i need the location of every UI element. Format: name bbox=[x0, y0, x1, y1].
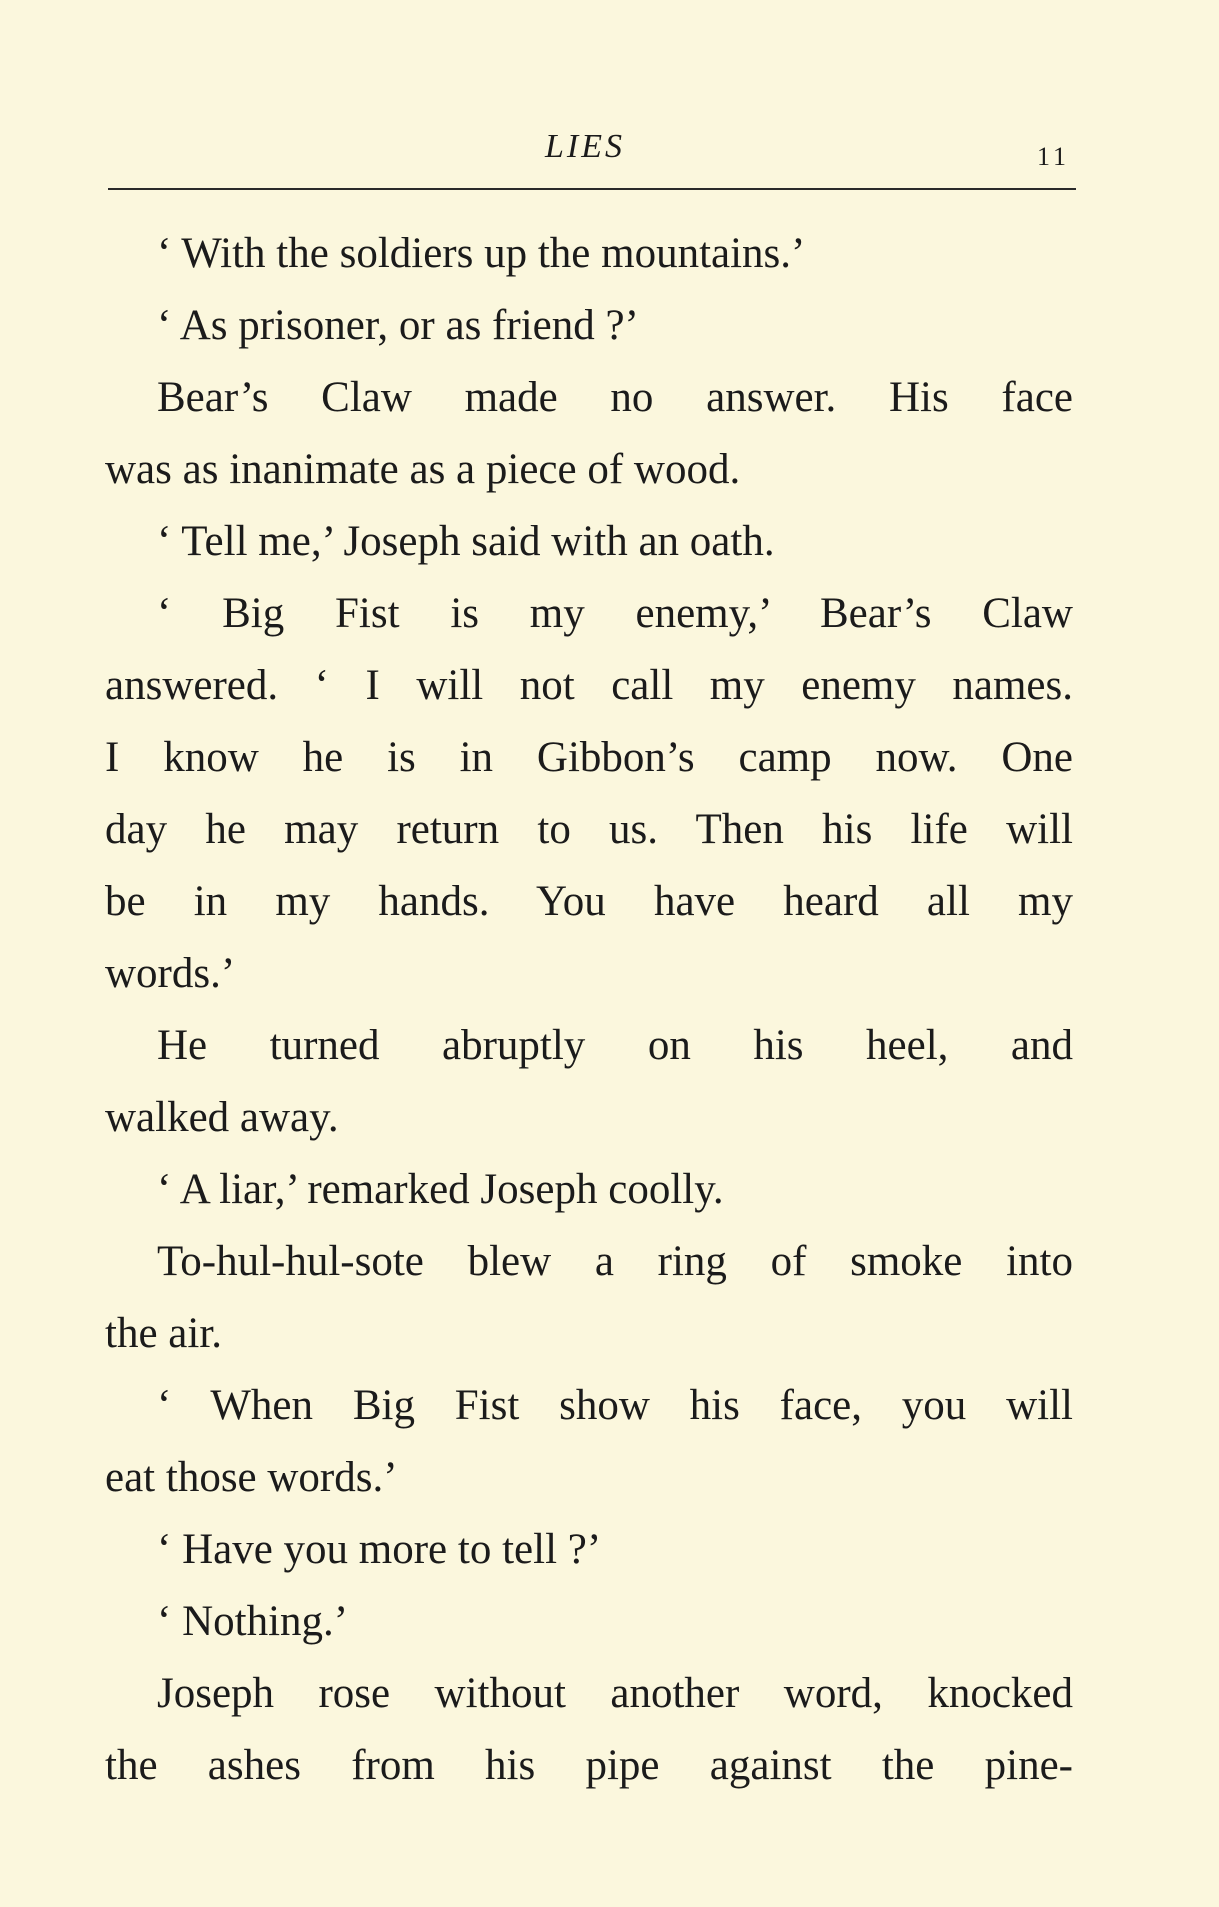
text-line: ‘ As prisoner, or as friend ?’ bbox=[157, 302, 639, 349]
text-line: I know he is in Gibbon’s camp now. One bbox=[105, 734, 1073, 781]
text-line: Joseph rose without another word, knocked bbox=[157, 1670, 1073, 1717]
text-line: words.’ bbox=[105, 950, 236, 997]
text-line: answered. ‘ I will not call my enemy names. bbox=[105, 662, 1073, 709]
text-line: ‘ Big Fist is my enemy,’ Bear’s Claw bbox=[157, 590, 1073, 637]
text-line: the ashes from his pipe against the pine- bbox=[105, 1742, 1073, 1789]
text-line: ‘ Have you more to tell ?’ bbox=[157, 1526, 602, 1573]
text-line: He turned abruptly on his heel, and bbox=[157, 1022, 1073, 1069]
text-line: ‘ When Big Fist show his face, you will bbox=[157, 1382, 1073, 1429]
text-line: day he may return to us. Then his life will bbox=[105, 806, 1073, 853]
text-line: Bear’s Claw made no answer. His face bbox=[157, 374, 1073, 421]
text-line: eat those words.’ bbox=[105, 1454, 398, 1501]
text-line: walked away. bbox=[105, 1094, 339, 1141]
text-line: ‘ Tell me,’ Joseph said with an oath. bbox=[157, 518, 775, 565]
header-rule bbox=[108, 188, 1076, 190]
text-line: ‘ Nothing.’ bbox=[157, 1598, 349, 1645]
running-title: LIES bbox=[545, 128, 625, 165]
text-line: To-hul-hul-sote blew a ring of smoke into bbox=[157, 1238, 1073, 1285]
text-line: ‘ With the soldiers up the mountains.’ bbox=[157, 230, 806, 277]
text-line: ‘ A liar,’ remarked Joseph coolly. bbox=[157, 1166, 724, 1213]
text-line: be in my hands. You have heard all my bbox=[105, 878, 1073, 925]
text-line: was as inanimate as a piece of wood. bbox=[105, 446, 741, 493]
page-number: 11 bbox=[1037, 142, 1071, 171]
body-text bbox=[105, 218, 1073, 1802]
text-line: the air. bbox=[105, 1310, 223, 1357]
